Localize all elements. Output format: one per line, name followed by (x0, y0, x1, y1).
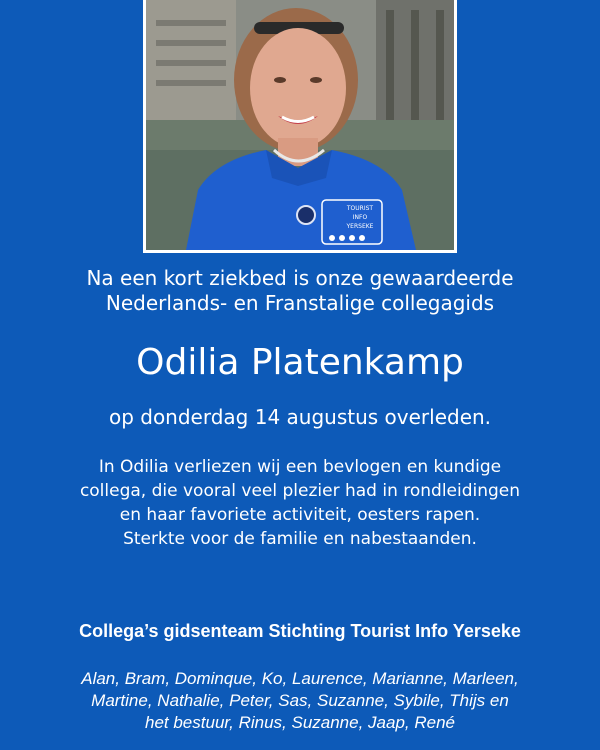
names-line-2: Martine, Nathalie, Peter, Sas, Suzanne, Sybile, Thijs en (91, 691, 509, 710)
names-line-3: het bestuur, Rinus, Suzanne, Jaap, René (145, 713, 455, 732)
intro-line-2: Nederlands- en Franstalige collegagids (105, 291, 495, 315)
intro-text (0, 266, 600, 316)
shirt-logo-line-1: TOURIST (346, 205, 374, 212)
message-line-4: Sterkte voor de familie en nabestaanden. (123, 529, 477, 549)
shirt-logo-line-2: INFO (352, 214, 368, 221)
deceased-name: Odilia Platenkamp (136, 342, 464, 383)
colleague-names (0, 668, 600, 734)
portrait-photo (146, 0, 454, 250)
condolence-message (0, 455, 600, 551)
date-of-passing: op donderdag 14 augustus overleden. (108, 405, 492, 429)
photo-frame (143, 0, 457, 253)
names-line-1: Alan, Bram, Dominque, Ko, Laurence, Marianne, Marleen, (81, 669, 519, 688)
team-signature: Collega’s gidsenteam Stichting Tourist Info Yerseke (79, 621, 521, 641)
message-line-3: en haar favoriete activiteit, oesters rapen. (119, 505, 481, 525)
shirt-logo-line-3: YERSEKE (346, 223, 374, 230)
portrait-illustration (146, 0, 454, 250)
intro-line-1: Na een kort ziekbed is onze gewaardeerde (86, 266, 514, 290)
message-line-1: In Odilia verliezen wij een bevlogen en kundige (98, 457, 502, 477)
message-line-2: collega, die vooral veel plezier had in rondleidingen (79, 481, 521, 501)
